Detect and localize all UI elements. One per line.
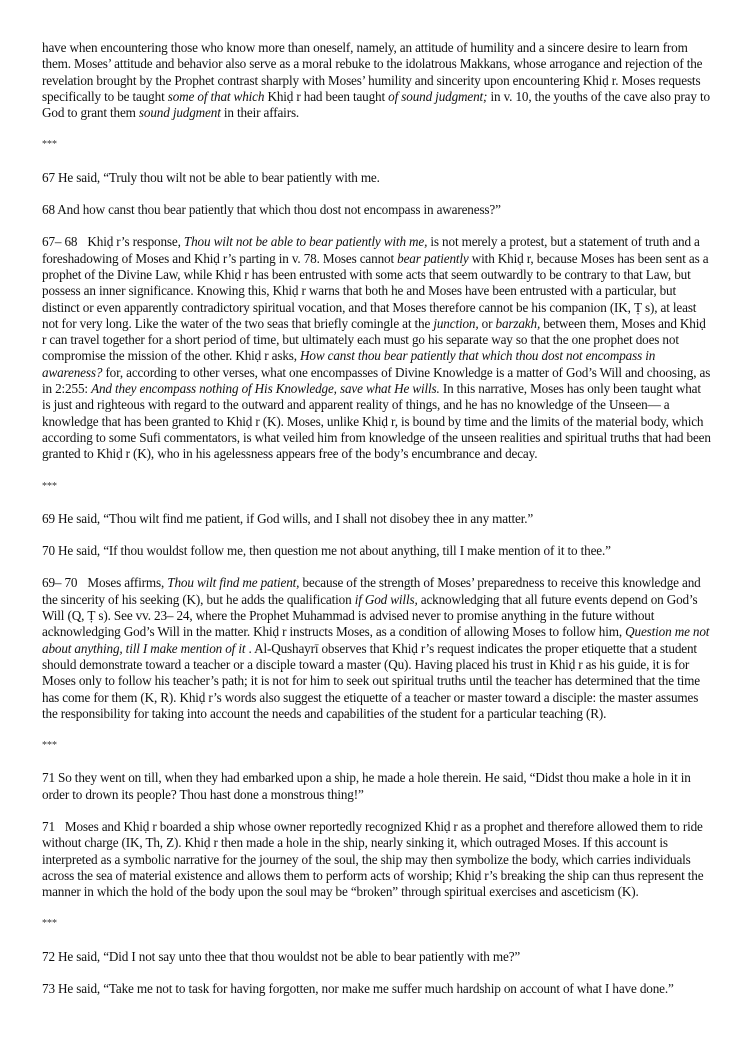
text-run: because of the strength of Moses’ preparedness to receive this knowledge and the sincerity of his seeking (K), but he adds the qualification xyxy=(42,575,701,607)
italic-quote: Thou wilt find me patient, xyxy=(167,575,300,591)
verse-paragraph xyxy=(42,981,712,997)
italic-quote: barzakh, xyxy=(495,315,541,331)
text-run: Khiḍ r’s response, xyxy=(87,234,184,250)
commentary-paragraph xyxy=(42,234,712,462)
verse-paragraph xyxy=(42,949,712,965)
italic-quote: How canst thou bear patiently that which thou dost not encompass in awareness? xyxy=(42,348,656,380)
text-run: 70 He said, “If thou wouldst follow me, then question me not about anything, till I make mention of it to thee.” xyxy=(42,543,611,559)
text-run: 73 He said, “Take me not to task for having forgotten, nor make me suffer much hardship on account of what I have done.” xyxy=(42,981,674,997)
italic-quote: Thou wilt not be able to bear patiently with me, xyxy=(183,234,428,250)
verse-paragraph xyxy=(42,511,712,527)
text-run: 72 He said, “Did I not say unto thee that thou wouldst not be able to bear patiently with me?” xyxy=(42,948,521,964)
commentary-paragraph xyxy=(42,575,712,722)
text-run: Moses affirms, xyxy=(87,575,168,591)
commentary-paragraph xyxy=(42,40,712,121)
text-run: 68 And how canst thou bear patiently that which thou dost not encompass in awareness?” xyxy=(42,202,501,218)
text-run: between them, Moses and Khiḍ r can travel together for a short period of time, but ultimately each must go his separate way so that the one prophet does not compromise the mission of the other. Khiḍ r asks, xyxy=(42,315,706,364)
text-run: have when encountering those who know more than oneself, namely, an attitude of humility and a sincere desire to learn from them. Moses’ attitude and behavior also serve as a moral rebuke to the idolatrous Makkans, whose arrogance and rejection of the revelation brought by the Prophet contrast sharply with Moses’ humility and sincerity upon encountering Khiḍ r. Moses requests specifically to be taught xyxy=(42,40,703,104)
text-run: Moses and Khiḍ r boarded a ship whose owner reportedly recognized Khiḍ r as a prophet and therefore allowed them to ride without charge (IK, Th, Z). Khiḍ r then made a hole in the ship, nearly sinking it, which outraged Moses. If this account is interpreted as a symbolic narrative for the journey of the soul, the ship may then symbolize the body, which carries individuals across the sea of material existence and allows them to perform acts of worship; Khiḍ r’s breaking the ship can thus represent the manner in which the hold of the body upon the soul may be “broken” through spiritual exercises and asceticism (K). xyxy=(42,818,704,900)
text-run: 71 So they went on till, when they had embarked upon a ship, he made a hole therein. He said, “Didst thou make a hole in it in order to drown its people? Thou hast done a monstrous thing!” xyxy=(42,770,691,802)
italic-quote: bear patiently xyxy=(397,250,469,266)
italic-quote: some of that which xyxy=(167,88,265,104)
italic-quote: Question me not about anything, till I make mention of it xyxy=(42,624,710,656)
text-run: with Khiḍ r, because Moses has been sent as a prophet of the Divine Law, while Khiḍ r has been entrusted with some acts that seem outwardly to be contrary to that Law, but possess an inner significance. Knowing this, Khiḍ r warns that both he and Moses have been entrusted with a particular, but distinct or even apparently contradictory spiritual vocation, and that Moses therefore cannot be his companion (IK, Ṭ s), at least not for very long. Like the water of the two seas that briefly comingle at the xyxy=(42,250,709,331)
text-run: In this narrative, Moses has only been taught what is just and righteous with regard to the outward and apparent reality of things, and he has no knowledge of the Unseen— a knowledge that has been granted to Khiḍ r (K). Moses, unlike Khiḍ r, is bound by time and the limits of the material body, which according to some Sufi commentators, is what veiled him from knowledge of the unseen realities and spiritual truths that had been granted to Khiḍ r (K), who in his agelessness appears free of the body’s encumbrance and decay. xyxy=(42,381,711,462)
commentary-verse-number: 71 xyxy=(42,818,55,834)
section-separator: *** xyxy=(42,918,57,930)
commentary-paragraph xyxy=(42,819,712,900)
italic-quote: And they encompass nothing of His Knowledge, save what He wills. xyxy=(91,381,440,397)
italic-quote: if God wills, xyxy=(354,591,418,607)
document-page xyxy=(42,40,712,1013)
verse-paragraph xyxy=(42,170,712,186)
text-run: acknowledging that all future events depend on God’s Will (Q, Ṭ s). See vv. 23– 24, where the Prophet Muhammad is advised never to promise anything in the future without acknowledging God’s Will in the matter. Khiḍ r instructs Moses, as a condition of allowing Moses to follow him, xyxy=(42,591,698,640)
commentary-verse-number: 69– 70 xyxy=(42,575,78,591)
text-run: . Al-Qushayrī observes that Khiḍ r’s request indicates the proper etiquette that a student should demonstrate toward a teacher or a disciple toward a master (Qu). Having placed his trust in Khiḍ r as his guide, it is for Moses only to follow his teacher’s path; it is not for him to seek out spiritual truths until the teacher has determined that the time has come for them (K, R). Khiḍ r’s words also suggest the etiquette of a teacher or master toward a disciple: the master assumes the responsibility for taking into account the needs and capabilities of the student for a particular teaching (R). xyxy=(42,640,700,721)
text-run: Khiḍ r had been taught xyxy=(264,88,389,104)
text-run: or xyxy=(478,315,496,331)
section-separator: *** xyxy=(42,740,57,752)
commentary-verse-number: 67– 68 xyxy=(42,234,78,250)
verse-paragraph xyxy=(42,543,712,559)
text-run: for, according to other verses, what one encompasses of Divine Knowledge is a matter of God’s Will and choosing, as in 2:255: xyxy=(42,364,711,397)
verse-paragraph xyxy=(42,202,712,218)
text-run: in v. 10, the youths of the cave also pray to God to grant them xyxy=(42,88,710,121)
section-separator: *** xyxy=(42,139,57,151)
text-run: 67 He said, “Truly thou wilt not be able to bear patiently with me. xyxy=(42,169,380,185)
text-run: is not merely a protest, but a statement of truth and a foreshadowing of Moses and Khiḍ r’s parting in v. 78. Moses cannot xyxy=(42,234,700,266)
verse-paragraph xyxy=(42,770,712,803)
italic-quote: junction, xyxy=(433,315,479,331)
text-run: in their affairs. xyxy=(220,105,300,121)
italic-quote: sound judgment xyxy=(138,105,221,121)
text-run: 69 He said, “Thou wilt find me patient, if God wills, and I shall not disobey thee in any matter.” xyxy=(42,510,534,526)
italic-quote: of sound judgment; xyxy=(388,88,488,104)
section-separator: *** xyxy=(42,480,57,492)
